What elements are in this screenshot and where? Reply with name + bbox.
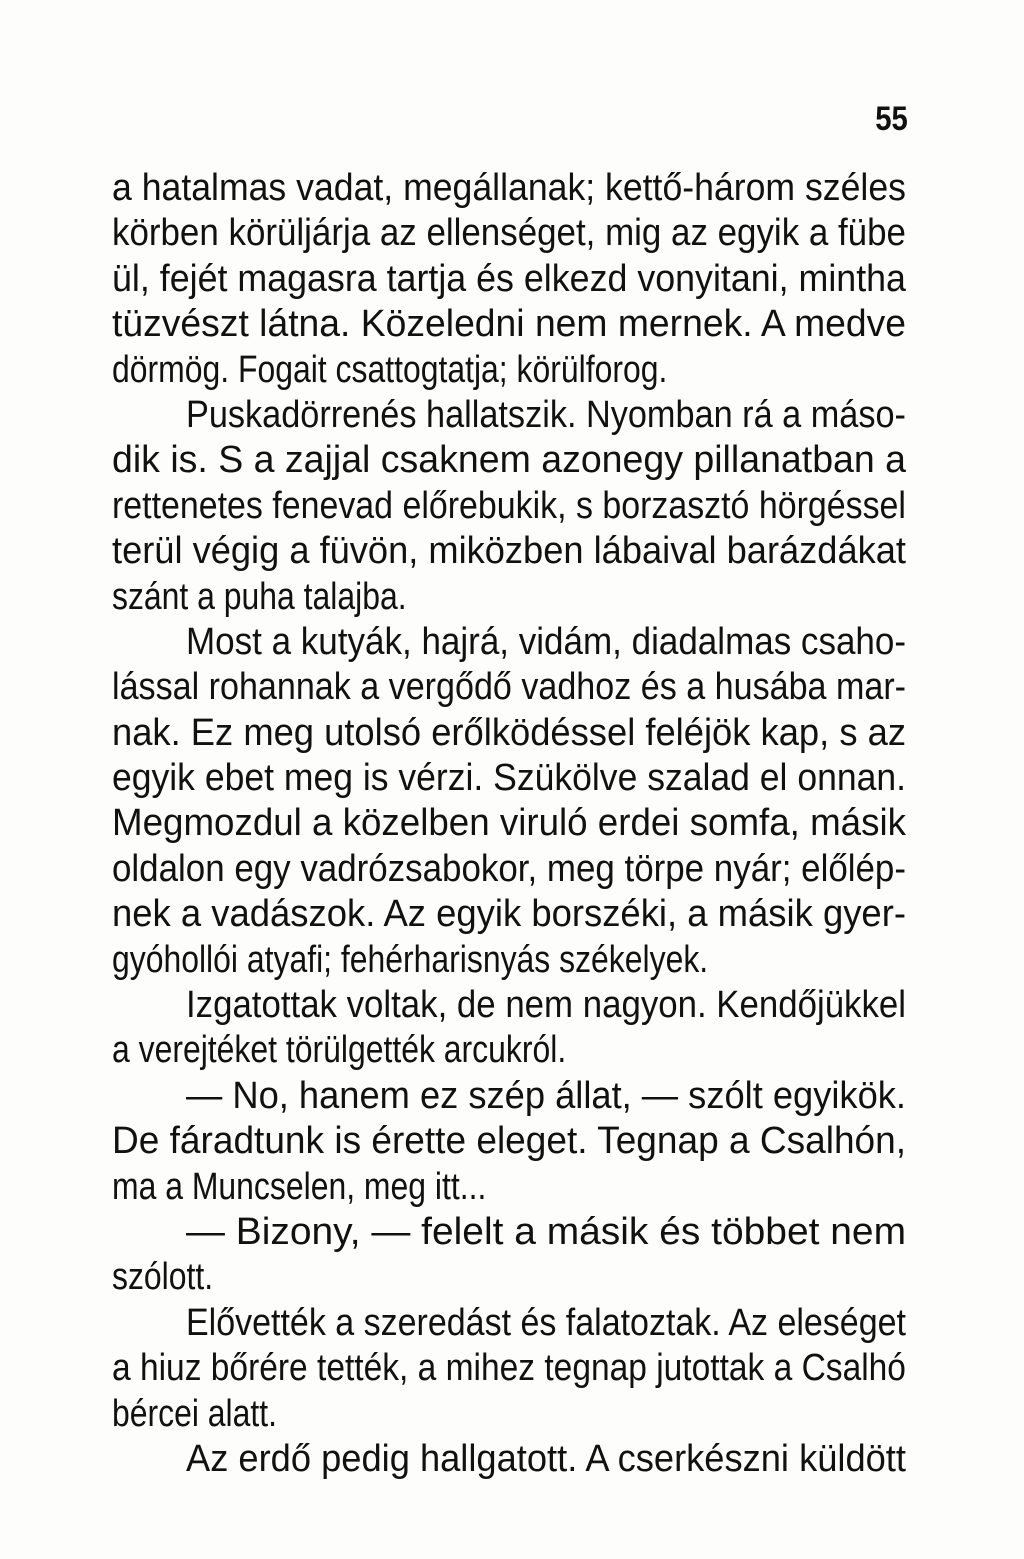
text-line — [112, 1074, 906, 1119]
body-text — [112, 166, 906, 1482]
text-line-content: dik is. S a zajjal csaknem azonegy pillanatban a — [112, 439, 907, 482]
text-line — [112, 847, 906, 892]
text-line-content: Az erdő pedig hallgatott. A cserkészni küldött — [186, 1437, 906, 1480]
text-line — [112, 1210, 906, 1255]
text-line — [112, 302, 906, 347]
text-line — [112, 1119, 906, 1164]
text-line — [112, 1255, 906, 1300]
text-line — [112, 575, 906, 620]
text-line — [112, 665, 906, 710]
text-line-content: körben körüljárja az ellenséget, mig az egyik a fübe — [112, 212, 906, 255]
text-line-content: rettenetes fenevad előrebukik, s borzasztó hörgéssel — [112, 484, 906, 527]
text-line-content: De fáradtunk is érette eleget. Tegnap a Csalhón, — [112, 1120, 907, 1163]
text-line — [112, 438, 906, 483]
text-line — [112, 1392, 906, 1437]
text-line — [112, 211, 906, 256]
text-line-content: nek a vadászok. Az egyik borszéki, a másik gyer- — [112, 893, 906, 936]
text-line — [112, 1437, 906, 1482]
text-line — [112, 393, 906, 438]
text-line-content: tüzvészt látna. Közeledni nem mernek. A medve — [112, 303, 907, 346]
text-line — [112, 892, 906, 937]
text-line-content: szólott. — [112, 1256, 214, 1299]
text-line-content: a hiuz bőrére tették, a mihez tegnap jutottak a Csalhó — [112, 1347, 906, 1390]
text-line-content: a verejtéket törülgették arcukról. — [112, 1029, 567, 1072]
page-number: 55 — [875, 100, 908, 138]
text-line — [112, 983, 906, 1028]
text-line — [112, 756, 906, 801]
text-line-content: Most a kutyák, hajrá, vidám, diadalmas csaho- — [186, 620, 907, 663]
text-line-content: Megmozdul a közelben viruló erdei somfa, másik — [112, 802, 906, 845]
text-line-content: oldalon egy vadrózsabokor, meg törpe nyár; előlép- — [112, 847, 906, 890]
text-line-content: dörmög. Fogait csattogtatja; körülforog. — [112, 348, 668, 391]
text-line — [112, 711, 906, 756]
text-line-content: gyóhollói atyafi; fehérharisnyás székelyek. — [112, 938, 709, 981]
text-line-content: terül végig a füvön, miközben lábaival barázdákat — [112, 530, 906, 573]
text-line — [112, 348, 906, 393]
text-line — [112, 1028, 906, 1073]
text-line — [112, 1165, 906, 1210]
text-line-content: ül, fejét magasra tartja és elkezd vonyitani, mintha — [112, 257, 906, 300]
text-line-content: Elővették a szeredást és falatoztak. Az eleséget — [186, 1301, 906, 1344]
text-line-content: lással rohannak a vergődő vadhoz és a husába mar- — [112, 666, 907, 709]
text-line — [112, 529, 906, 574]
text-line — [112, 620, 906, 665]
text-line — [112, 1346, 906, 1391]
text-line — [112, 938, 906, 983]
text-line-content: Puskadörrenés hallatszik. Nyomban rá a máso- — [186, 393, 906, 436]
text-line — [112, 1301, 906, 1346]
text-line — [112, 166, 906, 211]
text-line-content: — No, hanem ez szép állat, — szólt egyikök. — [186, 1074, 906, 1117]
text-line-content: ma a Muncselen, meg itt... — [112, 1165, 487, 1208]
text-line — [112, 484, 906, 529]
text-line-content: nak. Ez meg utolsó erőlködéssel feléjök kap, s az — [112, 711, 906, 754]
text-line-content: egyik ebet meg is vérzi. Szükölve szalad el onnan. — [112, 757, 907, 800]
text-line-content: Izgatottak voltak, de nem nagyon. Kendőjükkel — [186, 984, 906, 1027]
text-line-content: a hatalmas vadat, megállanak; kettő-három széles — [112, 167, 906, 209]
text-line-content: bércei alatt. — [112, 1392, 278, 1435]
text-line-content: szánt a puha talajba. — [112, 575, 407, 618]
text-line — [112, 257, 906, 302]
text-line — [112, 801, 906, 846]
text-line-content: — Bizony, — felelt a másik és többet nem — [186, 1210, 907, 1253]
